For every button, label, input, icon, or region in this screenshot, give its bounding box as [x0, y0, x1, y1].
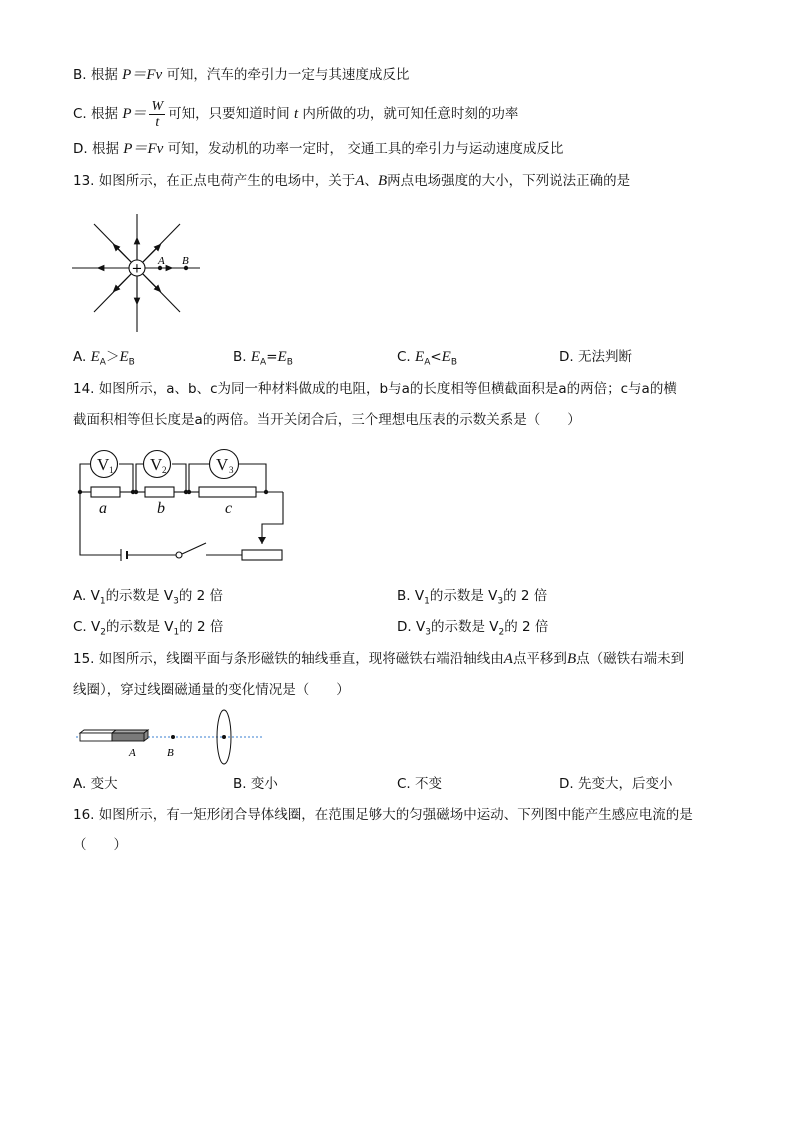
formula: P＝Fv — [122, 67, 163, 83]
q14-option-a: A. $V_1$的示数是 $V_3$的 2 倍 — [73, 588, 223, 607]
q16-stem-line2: （ ） — [73, 837, 127, 853]
switch-contact — [176, 552, 182, 558]
label-b: B — [182, 255, 189, 267]
q14-stem-line2: 截面积相等但长度是a的两倍。当开关闭合后，三个理想电压表的示数关系是（ ） — [73, 412, 581, 428]
svg-text:V: V — [216, 455, 229, 474]
rheostat — [242, 550, 282, 560]
q13-stem: 13. 如图所示，在正点电荷产生的电场中，关于A、B两点电场强度的大小，下列说法正确的是 — [73, 173, 631, 189]
svg-text:V: V — [150, 455, 163, 474]
label-b: b — [157, 500, 165, 517]
q12-option-d: D. 根据 P＝Fv 可知，发动机的功率一定时， 交通工具的牵引力与运动速度成反比 — [73, 141, 564, 157]
q15-option-a: A. 变大 — [73, 776, 118, 792]
svg-text:1: 1 — [109, 465, 114, 475]
q12-option-c: C. 根据 P＝ $\frac{W}{t}$ 可知，只要知道时间 t 内所做的功，就可知任意时刻的功率 — [73, 98, 519, 130]
fraction: $\frac{W}{t}$ — [151, 98, 164, 130]
coil-center — [222, 735, 226, 739]
svg-text:3: 3 — [229, 465, 234, 475]
q16-stem-line1: 16. 如图所示，有一矩形闭合导体线圈，在范围足够大的匀强磁场中运动、下列图中能产生感应电流的是 — [73, 807, 693, 823]
q13-option-a: A. $E_A>E_B$ — [73, 349, 135, 368]
switch-lever — [182, 543, 206, 554]
q14-option-b: B. $V_1$的示数是 $V_3$的 2 倍 — [397, 588, 548, 607]
q15-option-b: B. 变小 — [233, 776, 278, 792]
q13-option-d: D. 无法判断 — [559, 349, 632, 365]
q13-field-figure — [70, 212, 205, 334]
q13-option-c: C. $E_A<E_B$ — [397, 349, 458, 368]
label-b: B — [167, 747, 174, 759]
q13-option-b: B. $E_A=E_B$ — [233, 349, 293, 368]
resistor-a — [91, 487, 120, 497]
q12-option-b: B. 根据 P＝Fv 可知，汽车的牵引力一定与其速度成反比 — [73, 67, 410, 83]
q15-stem-line2: 线圈），穿过线圈磁通量的变化情况是（ ） — [73, 682, 350, 698]
resistor-b — [145, 487, 174, 497]
q15-magnet-figure — [76, 709, 266, 769]
q14-stem-line1: 14. 如图所示，a、b、c为同一种材料做成的电阻，b与a的长度相等但横截面积是a的两倍；c与a的横 — [73, 381, 677, 397]
q15-option-c: C. 不变 — [397, 776, 443, 792]
point-b — [171, 735, 175, 739]
label-a: a — [99, 500, 107, 517]
svg-text:V: V — [97, 455, 110, 474]
q15-stem-line1: 15. 如图所示，线圈平面与条形磁铁的轴线垂直，现将磁铁右端沿轴线由A点平移到B点（磁铁右端未到 — [73, 651, 685, 667]
q14-circuit-figure — [76, 448, 286, 566]
rheostat-slider-arrow — [258, 537, 266, 544]
q15-option-d: D. 先变大，后变小 — [559, 776, 673, 792]
label-a: A — [129, 747, 136, 759]
svg-text:2: 2 — [162, 465, 167, 475]
resistor-c — [199, 487, 256, 497]
charge-sign: + — [131, 261, 143, 277]
magnet-white-half — [80, 733, 112, 741]
magnet-gray-half — [112, 733, 144, 741]
q14-option-c: C. $V_2$的示数是 $V_1$的 2 倍 — [73, 619, 224, 638]
q14-option-d: D. $V_3$的示数是 $V_2$的 2 倍 — [397, 619, 549, 638]
label-a: A — [158, 255, 165, 267]
label-c: c — [225, 500, 233, 517]
